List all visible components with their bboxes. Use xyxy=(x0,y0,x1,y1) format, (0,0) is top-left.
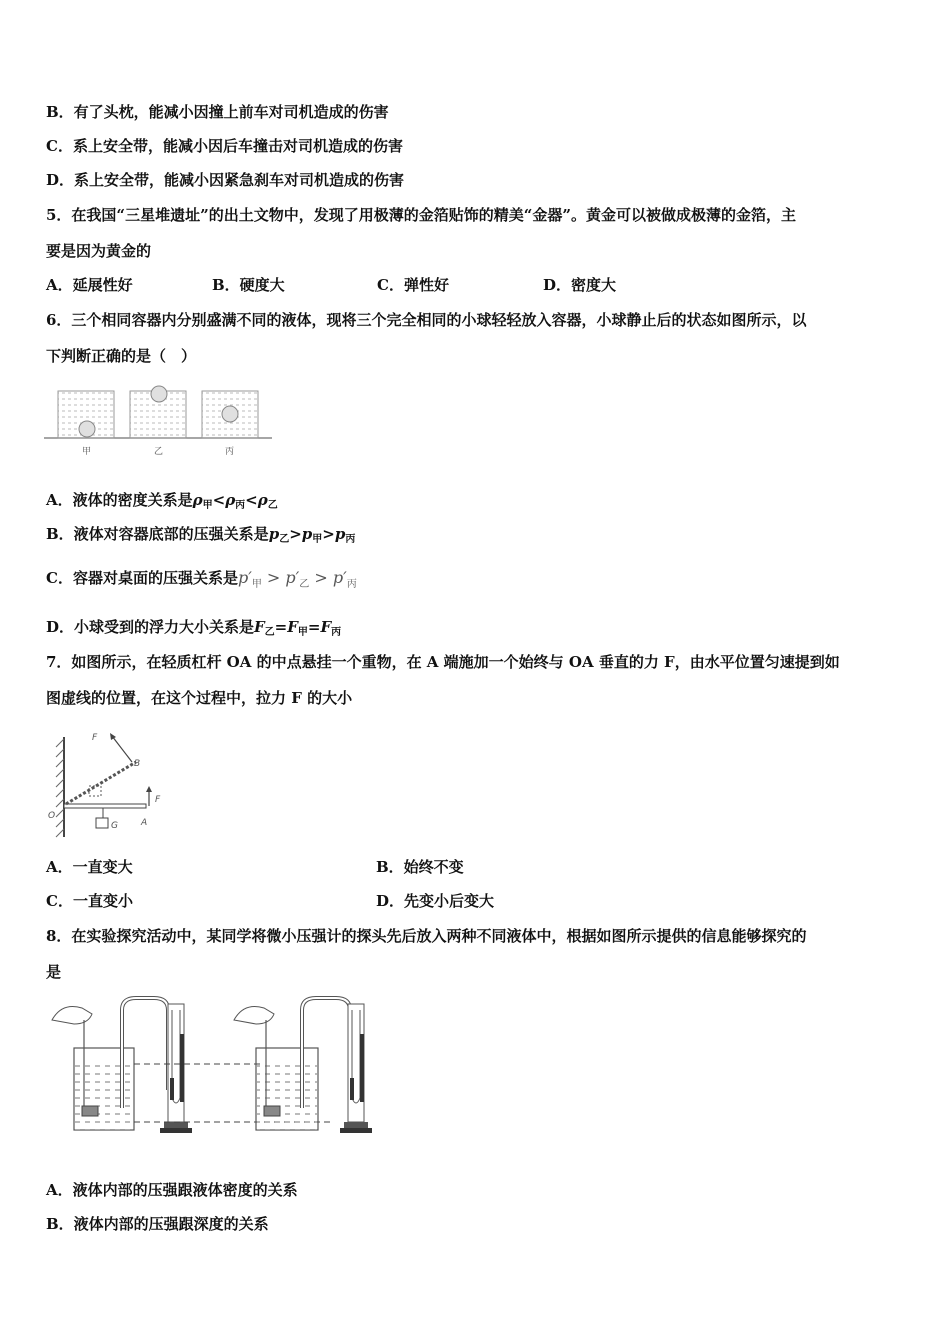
q7-option-b: B．始终不变 xyxy=(376,858,464,876)
question-8-text-cont: 是 xyxy=(46,963,62,981)
question-8-text: 8．在实验探究活动中，某同学将微小压强计的探头先后放入两种不同液体中，根据如图所示提供的信息能够探究的 xyxy=(46,927,807,945)
question-7-text-cont: 图虚线的位置，在这个过程中，拉力 F 的大小 xyxy=(46,689,353,707)
pressure-gauge-figure xyxy=(44,990,394,1145)
svg-text:F: F xyxy=(155,795,161,805)
question-7-text: 7．如图所示，在轻质杠杆 OA 的中点悬挂一个重物，在 A 端施加一个始终与 OA 垂直的力 F，由水平位置匀速提到如 xyxy=(46,653,840,671)
label-yi: 乙 xyxy=(154,447,164,457)
q6-option-b: B．液体对容器底部的压强关系是$p_乙>p_甲>p_丙$ xyxy=(46,525,356,545)
q5-option-b: B．硬度大 xyxy=(212,276,285,294)
ball-yi xyxy=(151,386,167,402)
question-5-options xyxy=(46,275,616,295)
weight-dashed xyxy=(89,786,101,796)
svg-text:G: G xyxy=(111,821,118,831)
q8-option-b: B．液体内部的压强跟深度的关系 xyxy=(46,1215,269,1233)
svg-text:O: O xyxy=(48,811,56,821)
q7-option-d: D．先变小后变大 xyxy=(376,892,495,910)
label-jia: 甲 xyxy=(82,447,92,457)
lever-figure xyxy=(44,722,179,840)
ball-bing xyxy=(222,406,238,422)
question-5-text: 5．在我国“三星堆遗址”的出土文物中，发现了用极薄的金箔贴饰的精美“金器”。黄金可以被做成极薄的金箔，主 xyxy=(46,206,796,224)
force-arrow-tilted xyxy=(112,736,132,762)
q5-option-c: C．弹性好 xyxy=(377,276,449,294)
q6-option-c: C．容器对桌面的压强关系是$p'_甲 > p'_乙 > p'_丙$ xyxy=(46,568,357,591)
question-5-text-cont: 要是因为黄金的 xyxy=(46,242,152,260)
option-d-seatbelt: D．系上安全带，能减小因紧急刹车对司机造成的伤害 xyxy=(46,171,405,189)
q6-option-d: D．小球受到的浮力大小关系是$F_乙=F_甲=F_丙$ xyxy=(46,618,342,638)
three-containers-figure xyxy=(44,378,272,460)
question-6-text-cont: 下判断正确的是（ ） xyxy=(46,347,197,365)
setup-left xyxy=(52,998,192,1133)
lever-horizontal xyxy=(64,804,146,808)
q7-option-a: A．一直变大 xyxy=(46,858,133,876)
q6-option-a: A．液体的密度关系是$\rho_甲<\rho_丙<\rho_乙$ xyxy=(46,491,278,511)
lever-dashed xyxy=(66,762,136,804)
option-b-headrest: B．有了头枕，能减小因撞上前车对司机造成的伤害 xyxy=(46,103,389,121)
option-c-seatbelt: C．系上安全带，能减小因后车撞击对司机造成的伤害 xyxy=(46,137,403,155)
setup-right xyxy=(234,998,372,1133)
label-bing: 丙 xyxy=(225,447,235,457)
q7-option-c: C．一直变小 xyxy=(46,892,133,910)
q5-option-a: A．延展性好 xyxy=(46,276,133,294)
q5-option-d: D．密度大 xyxy=(543,276,617,294)
svg-text:F: F xyxy=(92,733,98,743)
svg-text:A: A xyxy=(141,818,148,828)
question-6-text: 6．三个相同容器内分别盛满不同的液体，现将三个完全相同的小球轻轻放入容器，小球静止后的状态如图所示，以 xyxy=(46,311,807,329)
svg-text:B: B xyxy=(134,759,141,769)
weight-g xyxy=(96,818,108,828)
q8-option-a: A．液体内部的压强跟液体密度的关系 xyxy=(46,1181,298,1199)
ball-jia xyxy=(79,421,95,437)
